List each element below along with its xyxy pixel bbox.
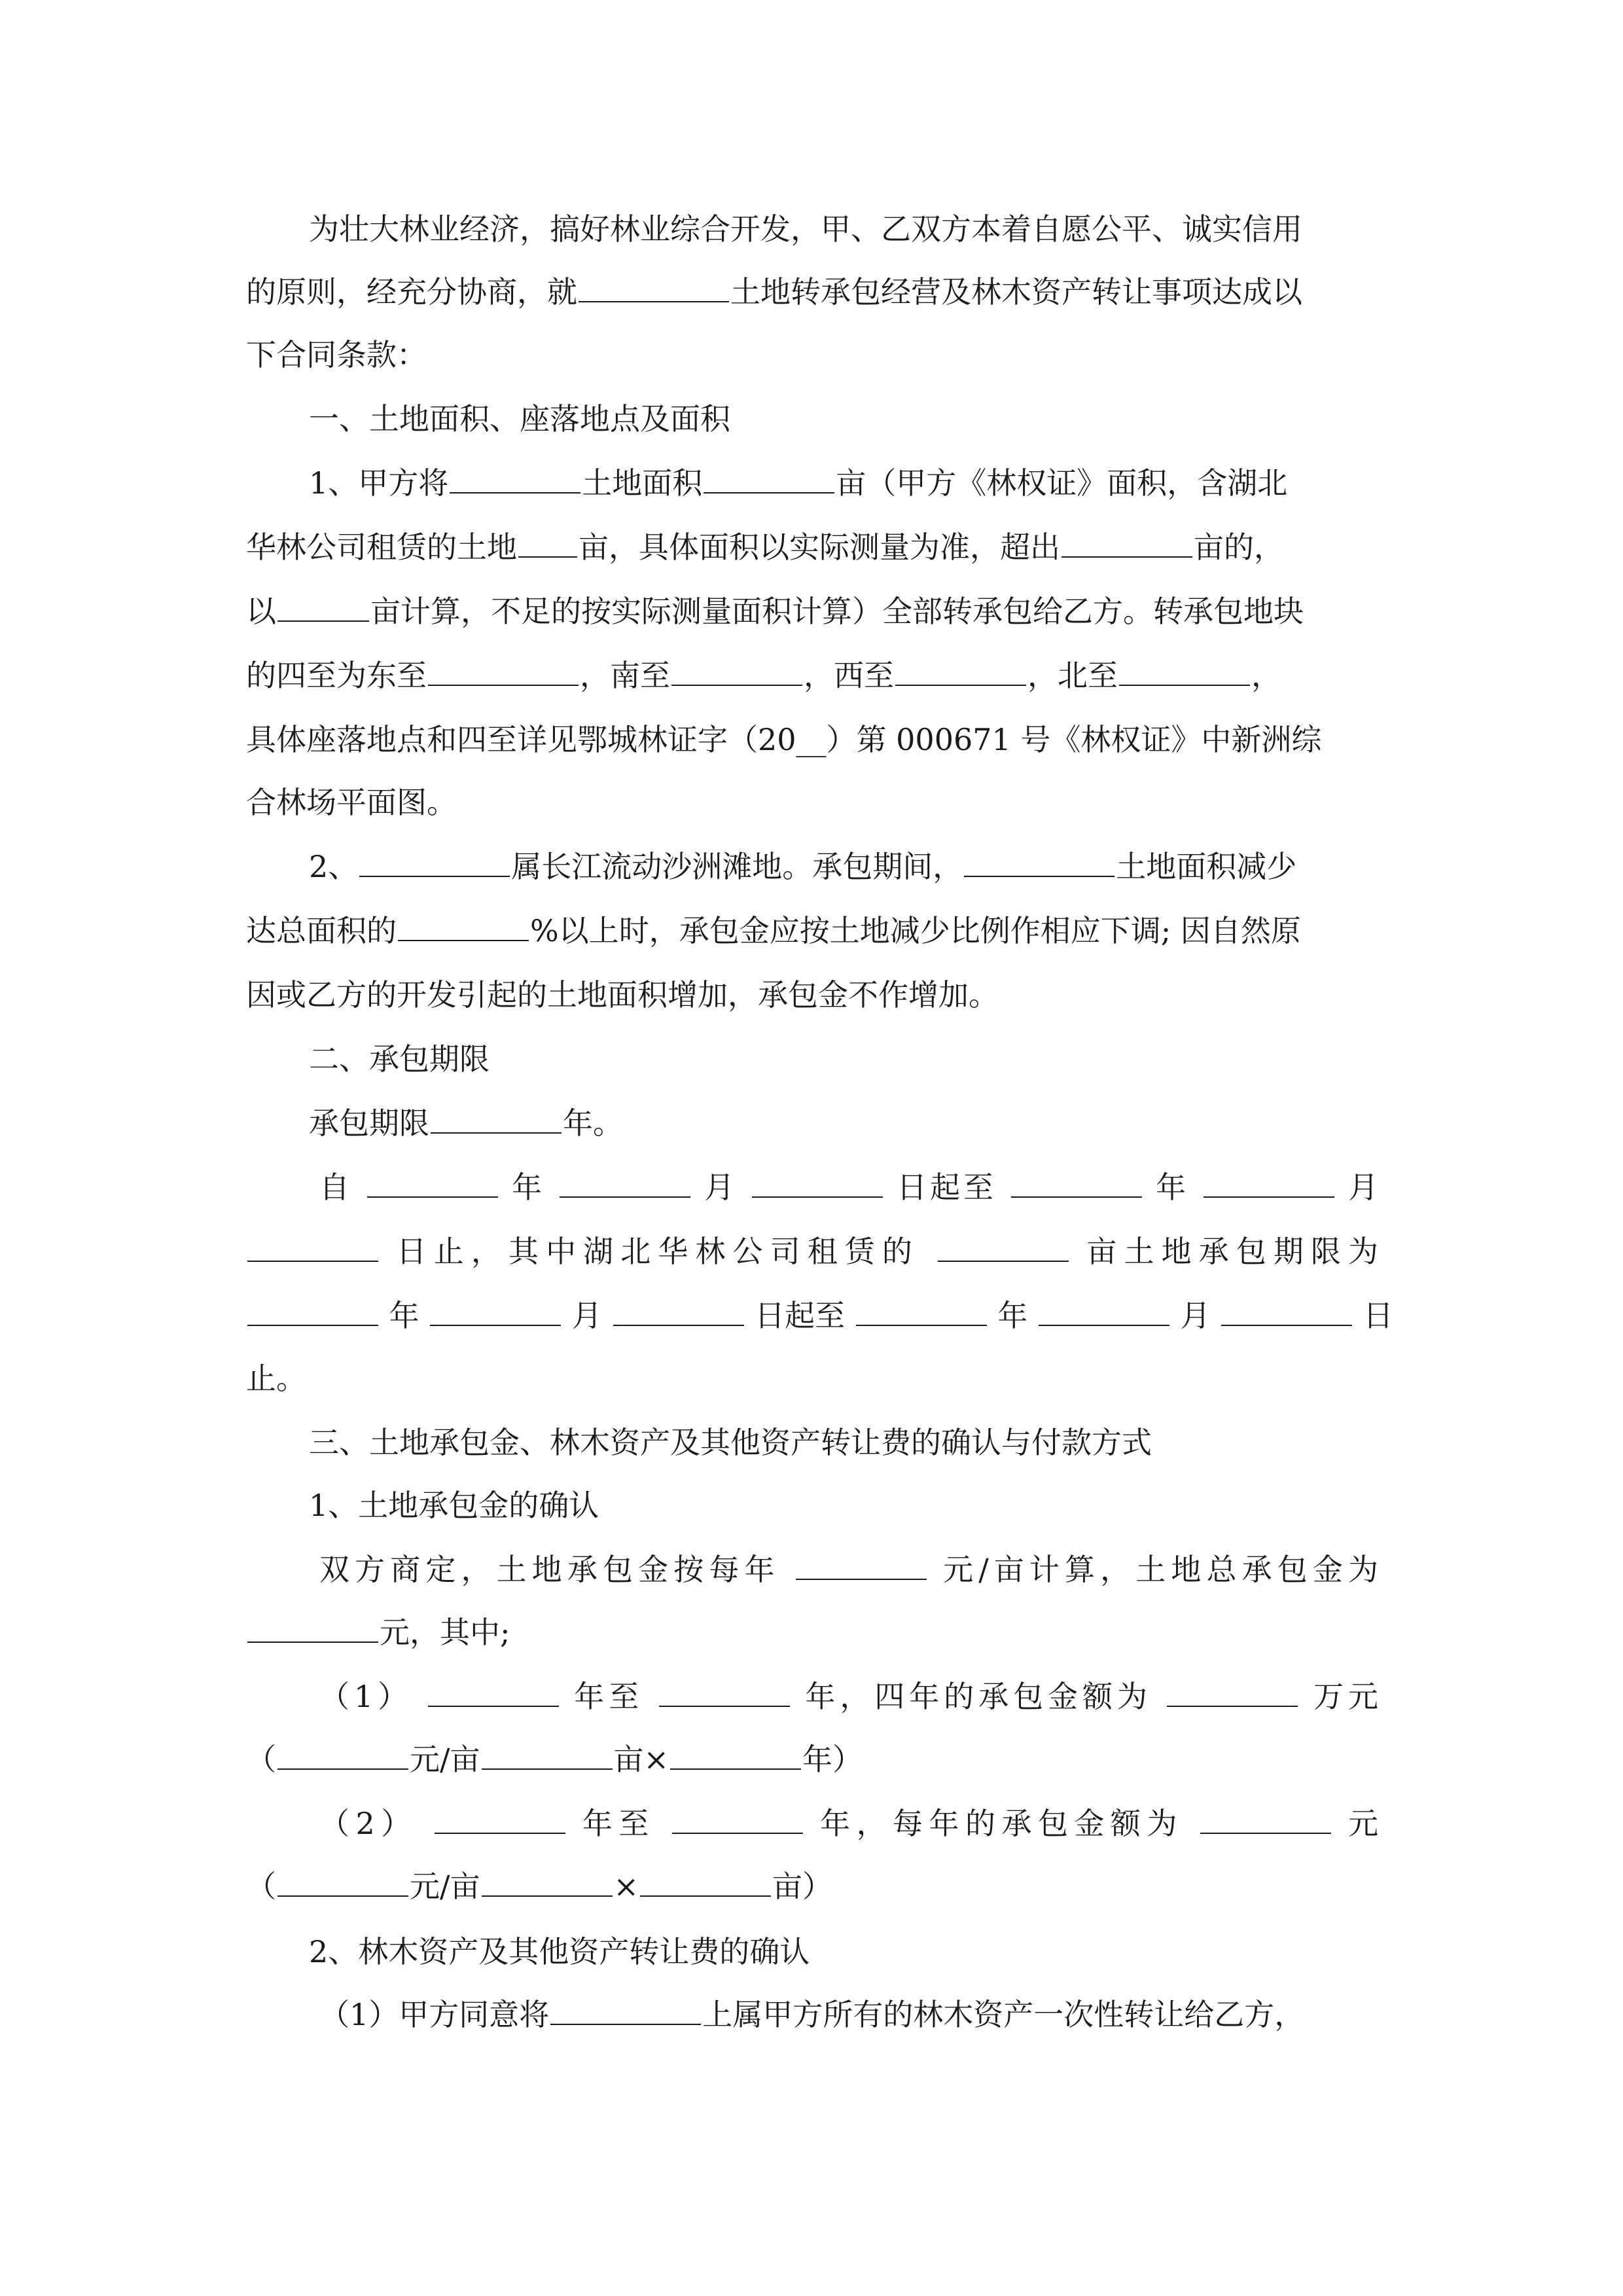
blank-field[interactable] [1061,528,1192,558]
text: （2） [319,1806,418,1841]
text: 双方商定，土地承包金按每年 [319,1552,780,1587]
blank-field[interactable] [704,463,834,493]
text: 年。 [563,1105,623,1141]
text: %以上时，承包金应按土地减少比例作相应下调; 因自然原 [530,913,1301,948]
blank-field[interactable] [640,1867,771,1897]
text: 的原则，经充分协商，就 [246,274,577,310]
blank-field[interactable] [659,1677,790,1707]
fee-item-2-line-2 [246,1867,1378,1906]
blank-field[interactable] [856,1296,987,1326]
subsection-3-2-heading [309,1932,1378,1971]
section-3-heading [309,1423,1378,1462]
blank-field[interactable] [247,1296,378,1326]
asset-transfer-line-1 [319,1995,1378,2034]
text: 合林场平面图。 [246,785,457,820]
text: 以 [246,594,276,629]
heading-text: 二、承包期限 [309,1041,490,1077]
term-line-1 [309,1103,1378,1143]
fee-line-2 [246,1613,1378,1652]
blank-field[interactable] [398,911,529,941]
blank-field[interactable] [671,656,802,686]
heading-text: 2、林木资产及其他资产转让费的确认 [309,1934,810,1969]
text: 亩（甲方《林权证》面积，含湖北 [836,465,1288,501]
clause-1-1-line-4 [246,656,1378,695]
text: 上属甲方所有的林木资产一次性转让给乙方， [702,1997,1305,2032]
intro-line-1 [309,209,1378,249]
text: 年至 [582,1806,655,1841]
text: 属长江流动沙洲滩地。承包期间， [511,849,963,884]
subsection-3-1-heading [309,1486,1378,1525]
fee-item-1-line-2 [246,1740,1378,1779]
text: 日起至 [755,1298,846,1333]
text: 止。 [246,1361,306,1396]
blank-field[interactable] [450,463,580,493]
text: 元/亩 [410,1869,480,1904]
text: （ [246,1742,276,1777]
text: 月 [571,1298,602,1333]
blank-field[interactable] [518,528,577,558]
blank-field[interactable] [670,1740,801,1770]
text: 下合同条款： [246,337,427,372]
term-line-5 [246,1359,1378,1398]
section-1-heading [309,399,1378,439]
blank-field[interactable] [895,656,1026,686]
text: 亩，具体面积以实际测量为准，超出 [579,529,1060,565]
text: 达总面积的 [246,913,397,948]
text: 万元 [1313,1679,1378,1714]
text: 年 [1156,1170,1190,1205]
blank-field[interactable] [247,1613,378,1643]
blank-field[interactable] [428,656,579,686]
text: 月 [704,1170,738,1205]
fee-line-1 [319,1550,1378,1589]
blank-field[interactable] [752,1168,883,1198]
text: 土地面积 [582,465,703,501]
blank-field[interactable] [1011,1168,1142,1198]
text: 年） [802,1742,863,1777]
text: 亩计算，不足的按实际测量面积计算）全部转承包给乙方。转承包地块 [370,594,1304,629]
text: 亩的， [1194,529,1284,565]
intro-line-2 [246,272,1378,312]
blank-field[interactable] [435,1804,565,1834]
text: 华林公司租赁的土地 [246,529,517,565]
blank-field[interactable] [613,1296,744,1326]
clause-1-1-line-3 [246,592,1378,631]
heading-text: 一、土地面积、座落地点及面积 [309,401,730,437]
text: （1）甲方同意将 [319,1997,550,2032]
text: ，南至 [580,658,670,693]
text: 月 [1180,1298,1211,1333]
blank-field[interactable] [482,1740,613,1770]
text: 2、 [309,849,359,884]
text: 因或乙方的开发引起的土地面积增加，承包金不作增加。 [246,977,999,1013]
blank-field[interactable] [1039,1296,1169,1326]
blank-field[interactable] [1167,1677,1298,1707]
blank-field[interactable] [277,1740,408,1770]
heading-text: 1、土地承包金的确认 [309,1488,599,1523]
clause-1-1-line-5 [246,720,1378,759]
fee-item-2-line-1 [319,1804,1378,1843]
clause-1-2-line-2 [246,911,1378,950]
text: 具体座落地点和四至详见鄂城林证字（20__）第 000671 号《林权证》中新洲综 [246,722,1322,757]
text: 1、甲方将 [309,465,449,501]
text: ， [1251,658,1281,693]
text: 亩） [772,1869,833,1904]
text: 元，其中; [380,1615,510,1650]
blank-field[interactable] [428,1677,559,1707]
blank-field[interactable] [359,847,510,877]
text: 日止，其中湖北华林公司租赁的 [396,1234,919,1269]
text: （ [246,1869,276,1904]
term-line-3 [246,1232,1378,1271]
blank-field[interactable] [1204,1168,1334,1198]
text: 年至 [574,1679,644,1714]
clause-1-2-line-1 [309,847,1378,886]
text: 月 [1348,1170,1379,1205]
clause-1-1-line-6 [246,783,1378,822]
term-line-4 [246,1296,1393,1335]
blank-field[interactable] [579,272,729,302]
blank-field[interactable] [430,1296,561,1326]
text: 土地面积减少 [1116,849,1297,884]
blank-field[interactable] [560,1168,690,1198]
blank-field[interactable] [277,592,369,622]
text: 自 [319,1170,353,1205]
text: （1） [319,1679,413,1714]
fee-item-1-line-1 [319,1677,1378,1716]
blank-field[interactable] [938,1232,1069,1262]
section-2-heading [309,1039,1378,1079]
blank-field[interactable] [1119,656,1250,686]
blank-field[interactable] [247,1232,378,1262]
text: 亩土地承包期限为 [1086,1234,1379,1269]
blank-field[interactable] [550,1995,701,2025]
clause-1-2-line-3 [246,975,1378,1014]
text: 年，四年的承包金额为 [805,1679,1152,1714]
blank-field[interactable] [431,1103,562,1134]
text: 年 [512,1170,545,1205]
text: 年 [997,1298,1028,1333]
text: 土地转承包经营及林木资产转让事项达成以 [730,274,1302,310]
intro-line-3 [246,335,1378,374]
blank-field[interactable] [796,1550,927,1580]
text: 日起至 [897,1170,997,1205]
text: 年，每年的承包金额为 [820,1806,1183,1841]
heading-text: 三、土地承包金、林木资产及其他资产转让费的确认与付款方式 [309,1425,1152,1460]
blank-field[interactable] [672,1804,803,1834]
blank-field[interactable] [277,1867,408,1897]
blank-field[interactable] [482,1867,613,1897]
text: ，西至 [804,658,894,693]
clause-1-1-line-1 [309,463,1378,503]
blank-field[interactable] [964,847,1115,877]
text: 的四至为东至 [246,658,427,693]
text: 元/亩 [410,1742,480,1777]
blank-field[interactable] [1200,1804,1331,1834]
text: × [613,1869,639,1904]
blank-field[interactable] [367,1168,498,1198]
text: 为壮大林业经济，搞好林业综合开发，甲、乙双方本着自愿公平、诚实信用 [309,211,1302,247]
clause-1-1-line-2 [246,528,1378,567]
blank-field[interactable] [1221,1296,1352,1326]
text: ，北至 [1027,658,1118,693]
text: 承包期限 [309,1105,429,1141]
text: 元 [1348,1806,1379,1841]
text: 亩× [613,1742,669,1777]
term-line-2 [319,1168,1378,1207]
text: 日 [1363,1298,1393,1333]
text: 年 [389,1298,419,1333]
text: 元/亩计算，土地总承包金为 [943,1552,1379,1587]
